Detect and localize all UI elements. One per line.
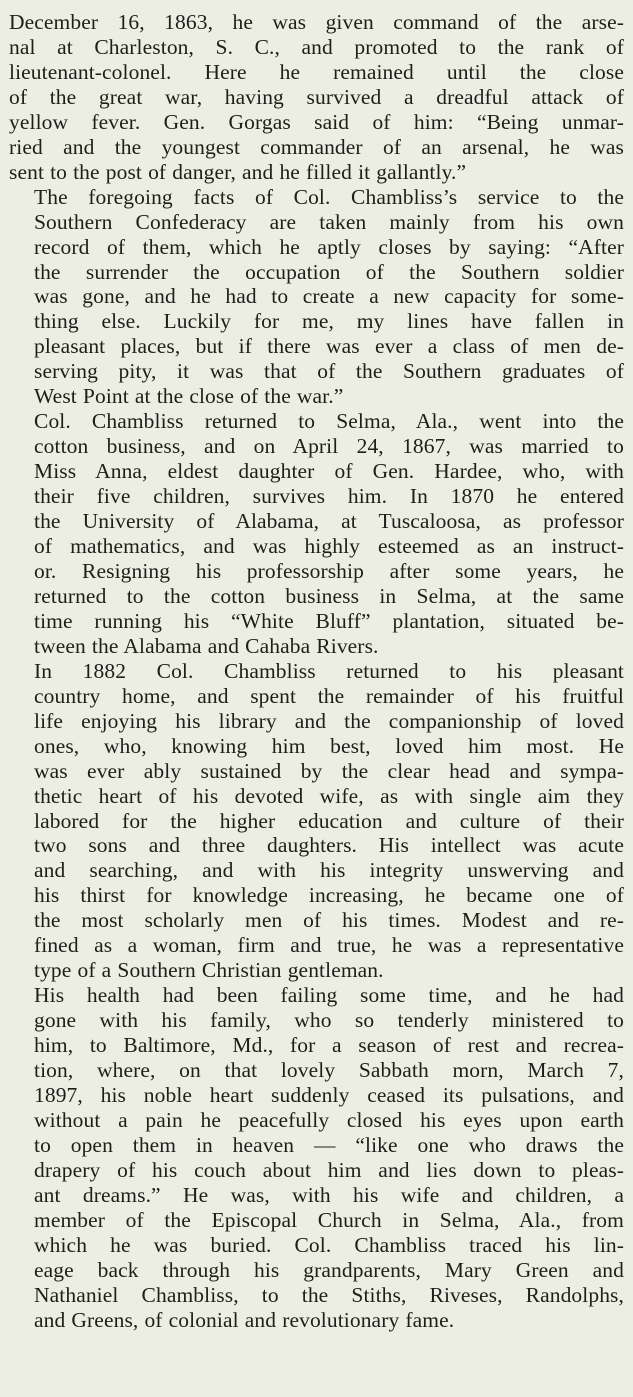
text-line: and searching, and with his integrity unswerving and (34, 858, 624, 883)
text-line: Nathaniel Chambliss, to the Stiths, Riveses, Randolphs, (34, 1282, 624, 1307)
text-line: Southern Confederacy are taken mainly from his own (34, 209, 624, 234)
text-line: cotton business, and on April 24, 1867, was married to (34, 434, 624, 459)
paragraph-service-record (9, 185, 624, 410)
text-line: his thirst for knowledge increasing, he became one of (34, 883, 624, 908)
text-line: Miss Anna, eldest daughter of Gen. Hardee, who, with (34, 459, 624, 484)
text-line: December 16, 1863, he was given command of the arse- (9, 10, 624, 34)
text-line: In 1882 Col. Chambliss returned to his pleasant (34, 658, 624, 683)
text-line: Col. Chambliss returned to Selma, Ala., went into the (34, 409, 624, 434)
paragraph-command-at-charleston (9, 10, 624, 185)
text-line: their five children, survives him. In 1870 he entered (34, 484, 624, 509)
paragraph-return-to-selma (9, 409, 624, 659)
text-line: yellow fever. Gen. Gorgas said of him: “Being unmar- (9, 109, 624, 134)
text-line: or. Resigning his professorship after some years, he (34, 558, 624, 583)
text-line: returned to the cotton business in Selma, at the same (34, 583, 624, 608)
text-line: to open them in heaven — “like one who draws the (34, 1132, 624, 1157)
text-line: type of a Southern Christian gentleman. (34, 958, 384, 983)
text-line: of mathematics, and was highly esteemed as an instruct- (34, 534, 624, 559)
text-line: the surrender the occupation of the Southern soldier (34, 259, 624, 284)
text-line: ant dreams.” He was, with his wife and children, a (34, 1182, 624, 1207)
text-line: of the great war, having survived a dreadful attack of (9, 84, 624, 109)
text-line: The foregoing facts of Col. Chambliss’s service to the (34, 184, 624, 209)
text-line: him, to Baltimore, Md., for a season of rest and recrea- (34, 1033, 624, 1058)
text-line: and Greens, of colonial and revolutionary fame. (34, 1307, 455, 1332)
article-body (9, 10, 624, 1333)
text-line: West Point at the close of the war.” (34, 384, 344, 409)
text-line: nal at Charleston, S. C., and promoted to the rank of (9, 34, 624, 59)
text-line: His health had been failing some time, and he had (34, 983, 624, 1008)
text-line: pleasant places, but if there was ever a class of men de- (34, 334, 624, 359)
paragraph-country-home (9, 659, 624, 983)
text-line: sent to the post of danger, and he filled it gallantly.” (9, 159, 467, 184)
text-line: the University of Alabama, at Tuscaloosa, as professor (34, 509, 624, 534)
text-line: labored for the higher education and culture of their (34, 808, 624, 833)
text-line: ones, who, knowing him best, loved him most. He (34, 733, 624, 758)
text-line: without a pain he peacefully closed his eyes upon earth (34, 1107, 624, 1132)
text-line: country home, and spent the remainder of his fruitful (34, 683, 624, 708)
text-line: lieutenant-colonel. Here he remained until the close (9, 59, 624, 84)
text-line: thetic heart of his devoted wife, as with single aim they (34, 783, 624, 808)
text-line: tion, where, on that lovely Sabbath morn, March 7, (34, 1058, 624, 1083)
text-line: was gone, and he had to create a new capacity for some- (34, 284, 624, 309)
text-line: ried and the youngest commander of an arsenal, he was (9, 134, 624, 159)
text-line: member of the Episcopal Church in Selma, Ala., from (34, 1207, 624, 1232)
text-line: time running his “White Bluff” plantation, situated be- (34, 608, 624, 633)
text-line: which he was buried. Col. Chambliss traced his lin- (34, 1232, 624, 1257)
text-line: was ever ably sustained by the clear head and sympa- (34, 758, 624, 783)
text-line: 1897, his noble heart suddenly ceased its pulsations, and (34, 1082, 624, 1107)
text-line: two sons and three daughters. His intellect was acute (34, 833, 624, 858)
text-line: serving pity, it was that of the Southern graduates of (34, 359, 624, 384)
text-line: drapery of his couch about him and lies down to pleas- (34, 1157, 624, 1182)
text-line: thing else. Luckily for me, my lines have fallen in (34, 309, 624, 334)
text-line: tween the Alabama and Cahaba Rivers. (34, 633, 379, 658)
paragraph-final-days (9, 983, 624, 1332)
text-line: the most scholarly men of his times. Modest and re- (34, 908, 624, 933)
text-line: gone with his family, who so tenderly ministered to (34, 1008, 624, 1033)
text-line: eage back through his grandparents, Mary Green and (34, 1257, 624, 1282)
text-line: record of them, which he aptly closes by saying: “After (34, 234, 624, 259)
text-line: fined as a woman, firm and true, he was a representative (34, 933, 624, 958)
text-line: life enjoying his library and the companionship of loved (34, 708, 624, 733)
